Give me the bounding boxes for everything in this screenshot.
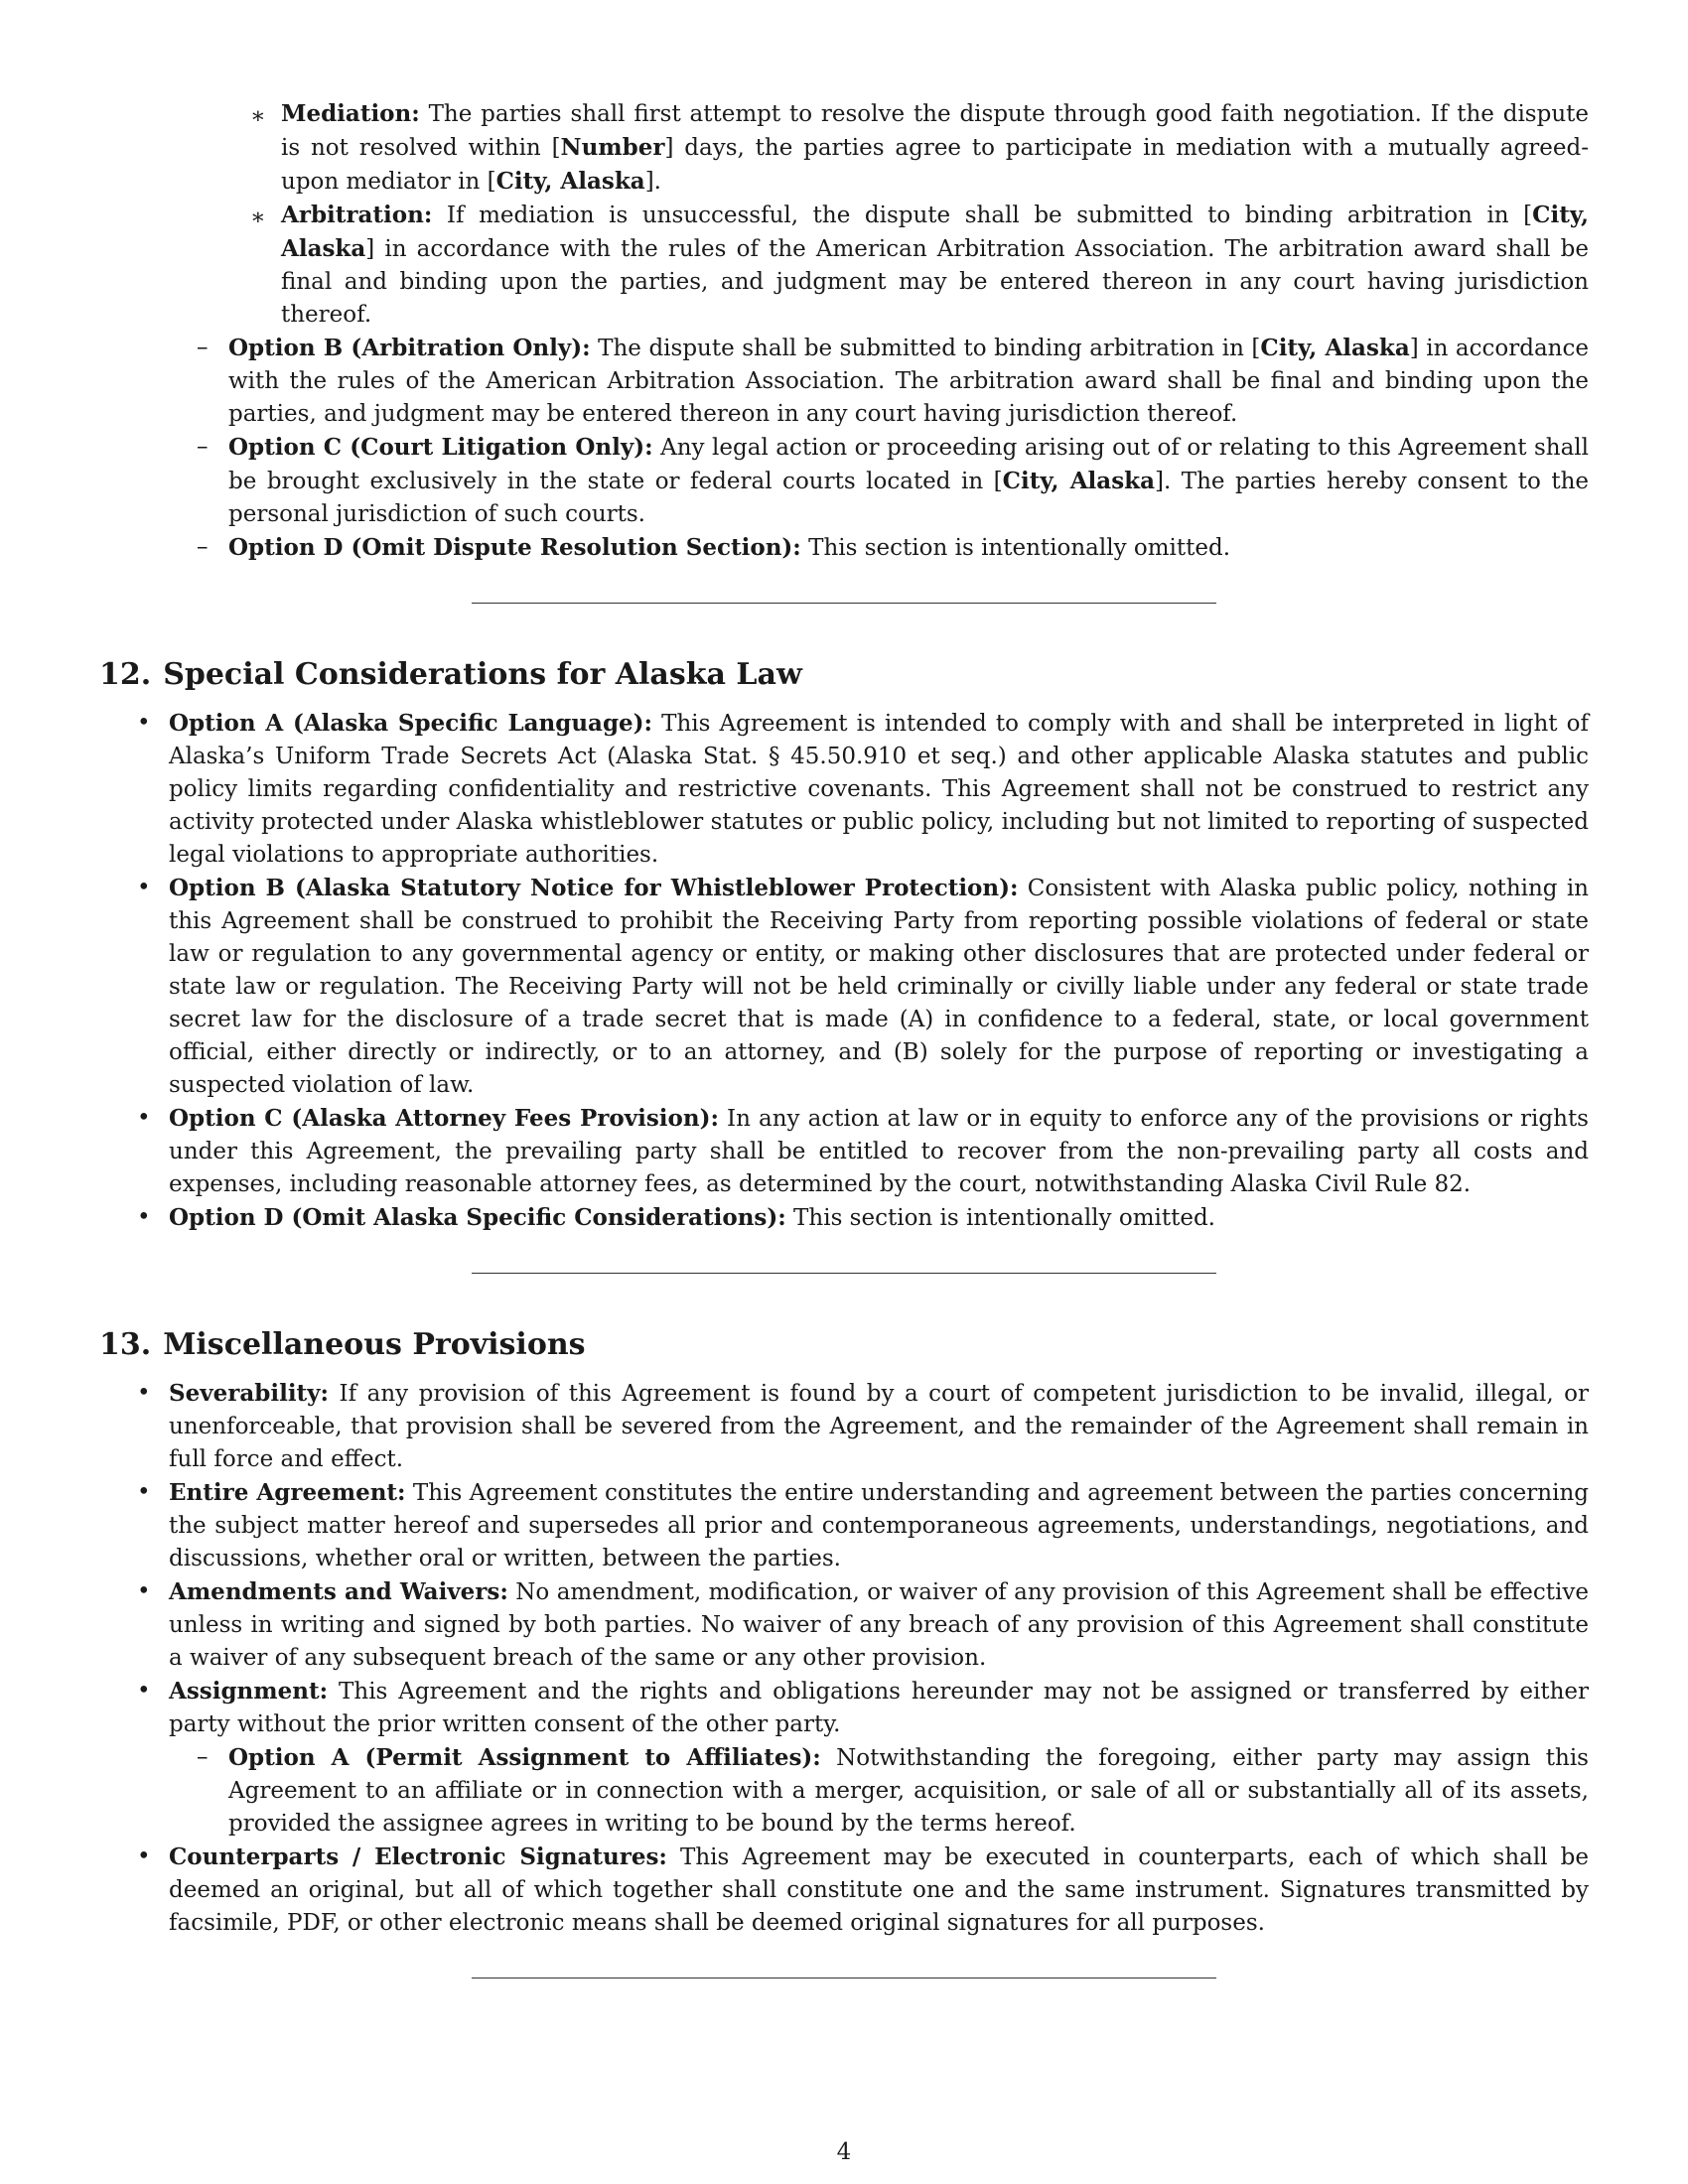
horizontal-divider	[472, 1978, 1216, 1979]
list-item	[99, 1841, 1589, 1940]
section-number: 12.	[99, 657, 152, 692]
placeholder-city: City, Alaska	[281, 202, 1589, 262]
page-number: 4	[836, 2139, 852, 2165]
item-text: This Agreement is intended to comply with and shall be interpreted in light of Alaska’s Uniform Trade Secrets Act (Alaska Stat. § 45.50.910 et seq.) and other applicable Alaska statutes and public policy limits regarding confidentiality and restrictive covenants. This Agreement shall not be construed to restrict any activity protected under Alaska whistleblower statutes or public policy, including but not limited to reporting of suspected legal violations to appropriate authorities.	[169, 711, 1589, 868]
item-text: This section is intentionally omitted.	[800, 535, 1231, 561]
section-number: 13.	[99, 1327, 152, 1362]
item-text: In any action at law or in equity to enforce any of the provisions or rights under this Agreement, the prevailing party shall be entitled to recover from the non-prevailing party all costs and expenses, including reasonable attorney fees, as determined by the court, notwithstanding Alaska Civil Rule 82.	[169, 1106, 1589, 1197]
dash-bullet: –	[197, 335, 209, 360]
bullet: •	[137, 1380, 151, 1406]
item-text: The dispute shall be submitted to binding arbitration in [	[590, 336, 1261, 361]
list-item-option-c-litigation	[99, 431, 1589, 531]
item-label: Option D (Omit Dispute Resolution Section):	[228, 534, 801, 561]
item-label: Entire Agreement:	[169, 1479, 406, 1506]
section-heading-12	[99, 655, 1589, 695]
bullet: •	[137, 875, 151, 900]
asterisk-bullet: ∗	[250, 103, 266, 129]
dash-bullet: –	[197, 434, 209, 460]
item-label: Option C (Court Litigation Only):	[228, 434, 653, 461]
section-title: Miscellaneous Provisions	[163, 1327, 586, 1362]
list-item-option-b-arbitration	[99, 332, 1589, 431]
placeholder-city: City, Alaska	[1002, 468, 1155, 494]
item-text: ].	[644, 169, 661, 195]
item-text: ]. The parties hereby consent to the personal jurisdiction of such courts.	[228, 469, 1589, 527]
list-item	[99, 707, 1589, 872]
item-text: This Agreement constitutes the entire understanding and agreement between the parties concerning the subject matter hereof and supersedes all prior and contemporaneous agreements, understandings, negotiations, and discussions, whether oral or written, between the parties.	[169, 1480, 1589, 1571]
list-item	[99, 1476, 1589, 1575]
item-text: Any legal action or proceeding arising out of or relating to this Agreement shall be brought exclusively in the state or federal courts located in [	[228, 435, 1589, 494]
item-text: This Agreement and the rights and obligations hereunder may not be assigned or transferred by either party without the prior written consent of the other party.	[169, 1679, 1589, 1737]
list-item	[99, 1675, 1589, 1741]
list-item	[99, 1102, 1589, 1201]
bullet: •	[137, 1479, 151, 1505]
list-item	[99, 1201, 1589, 1235]
bullet: •	[137, 1843, 151, 1869]
list-item	[99, 1575, 1589, 1675]
dash-bullet: –	[197, 1744, 209, 1770]
item-label: Option B (Alaska Statutory Notice for Whistleblower Protection):	[169, 875, 1019, 901]
item-label: Option A (Permit Assignment to Affiliates):	[228, 1744, 821, 1771]
item-label: Option C (Alaska Attorney Fees Provision):	[169, 1105, 719, 1132]
section-heading-13	[99, 1325, 1589, 1365]
item-text: The parties shall first attempt to resolve the dispute through good faith negotiation. If the dispute is not resolved within [	[281, 101, 1589, 161]
item-text: Notwithstanding the foregoing, either party may assign this Agreement to an affiliate or in connection with a merger, acquisition, or sale of all or substantially all of its assets, provided the assignee agrees in writing to be bound by the terms hereof.	[228, 1745, 1589, 1837]
bullet: •	[137, 1578, 151, 1604]
item-text: ] in accordance with the rules of the American Arbitration Association. The arbitration award shall be final and binding upon the parties, and judgment may be entered thereon in any court having jurisdiction thereof.	[228, 336, 1589, 427]
item-text: ] days, the parties agree to participate in mediation with a mutually agreed-upon mediator in [	[281, 135, 1589, 195]
item-text: This section is intentionally omitted.	[785, 1205, 1215, 1231]
dash-bullet: –	[197, 534, 209, 560]
horizontal-divider	[472, 603, 1216, 604]
item-label: Option A (Alaska Specific Language):	[169, 710, 653, 737]
list-item-assignment-option-a	[99, 1741, 1589, 1841]
horizontal-divider	[472, 1273, 1216, 1274]
item-text: No amendment, modification, or waiver of any provision of this Agreement shall be effective unless in writing and signed by both parties. No waiver of any breach of any provision of this Agreement shall constitute a waiver of any subsequent breach of the same or any other provision.	[169, 1579, 1589, 1671]
item-text: If mediation is unsuccessful, the dispute shall be submitted to binding arbitration in [	[432, 203, 1533, 228]
list-item-mediation	[99, 97, 1589, 199]
section-title: Special Considerations for Alaska Law	[163, 657, 802, 692]
bullet: •	[137, 710, 151, 736]
item-label: Assignment:	[169, 1678, 329, 1705]
list-item	[99, 1377, 1589, 1476]
item-label: Arbitration:	[281, 202, 433, 228]
bullet: •	[137, 1204, 151, 1230]
item-label: Option B (Arbitration Only):	[228, 335, 591, 361]
placeholder-city: City, Alaska	[495, 168, 645, 195]
list-item-arbitration	[99, 199, 1589, 332]
item-text: ] in accordance with the rules of the American Arbitration Association. The arbitration award shall be final and binding upon the parties, and judgment may be entered thereon in any court having jurisdiction thereof.	[281, 236, 1589, 328]
placeholder-number: Number	[560, 134, 665, 161]
list-item	[99, 872, 1589, 1102]
item-text: If any provision of this Agreement is found by a court of competent jurisdiction to be invalid, illegal, or unenforceable, that provision shall be severed from the Agreement, and the remainder of the Agreement shall remain in full force and effect.	[169, 1381, 1589, 1472]
item-label: Option D (Omit Alaska Specific Considerations):	[169, 1204, 786, 1231]
asterisk-bullet: ∗	[250, 205, 266, 230]
item-label: Mediation:	[281, 100, 420, 127]
bullet: •	[137, 1105, 151, 1131]
item-label: Severability:	[169, 1380, 330, 1407]
list-item-option-d-omit	[99, 531, 1589, 565]
item-text: Consistent with Alaska public policy, nothing in this Agreement shall be construed to prohibit the Receiving Party from reporting possible violations of federal or state law or regulation to any governmental agency or entity, or making other disclosures that are protected under federal or state law or regulation. The Receiving Party will not be held criminally or civilly liable under any federal or state trade secret law for the disclosure of a trade secret that is made (A) in confidence to a federal, state, or local government official, either directly or indirectly, or to an attorney, and (B) solely for the purpose of reporting or investigating a suspected violation of law.	[169, 876, 1589, 1098]
bullet: •	[137, 1678, 151, 1704]
item-label: Amendments and Waivers:	[169, 1578, 508, 1605]
item-label: Counterparts / Electronic Signatures:	[169, 1843, 667, 1870]
placeholder-city: City, Alaska	[1260, 335, 1410, 361]
item-text: This Agreement may be executed in counterparts, each of which shall be deemed an original, but all of which together shall constitute one and the same instrument. Signatures transmitted by facsimile, PDF, or other electronic means shall be deemed original signatures for all purposes.	[169, 1844, 1589, 1936]
